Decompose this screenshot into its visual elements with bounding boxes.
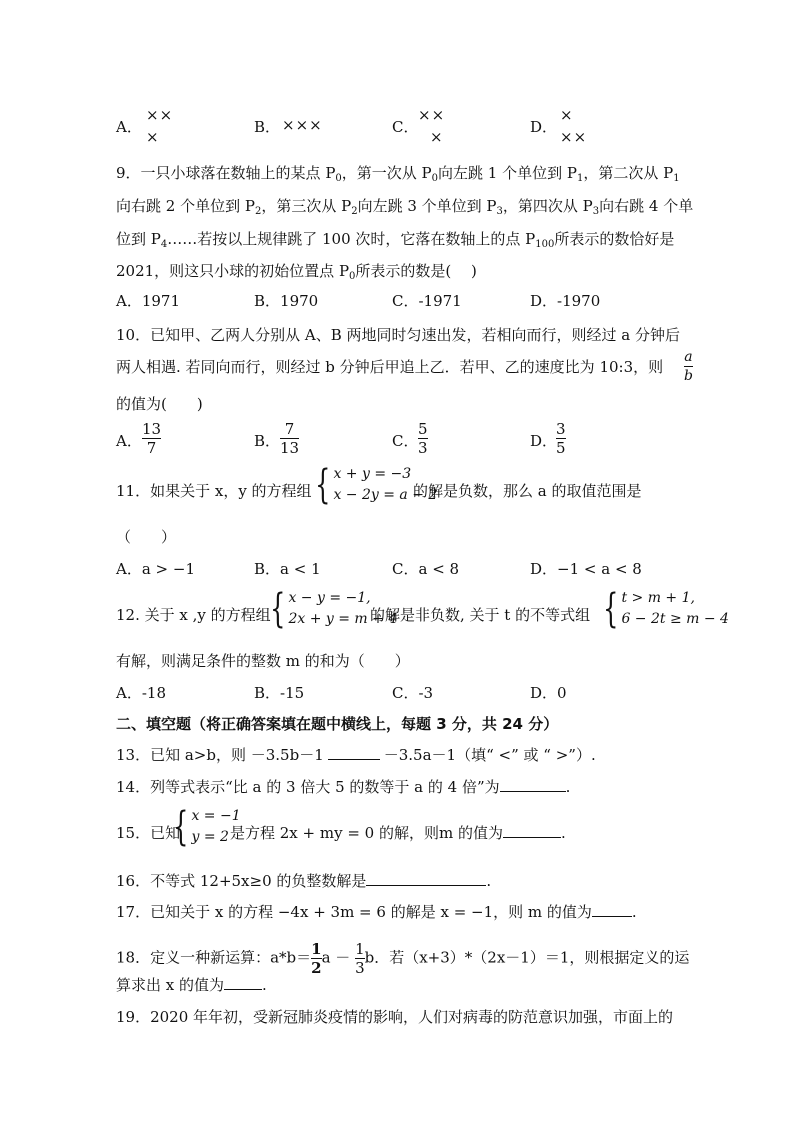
q15-equation-system: { x = −1 y = 2	[173, 804, 241, 850]
q11-option-b: B．a < 1	[254, 560, 321, 578]
q16-answer-blank[interactable]	[366, 870, 486, 886]
q13: 13．已知 a>b，则 －3.5b－1 －3.5a－1（填“ <” 或 “ >”）.	[116, 746, 596, 764]
q16: 16．不等式 12+5x≥0 的负整数解是 .	[116, 872, 492, 890]
q17: 17．已知关于 x 的方程 −4x + 3m = 6 的解是 x = −1，则 m 的值为 .	[116, 903, 637, 921]
q12-option-a: A．-18	[116, 684, 166, 702]
q12-equation-system: { x − y = −1, 2x + y = m + 4	[270, 586, 398, 632]
q10-option-b-frac: $\frac{7}{13}$	[280, 420, 300, 457]
q10-line-1: 10．已知甲、乙两人分别从 A、B 两地同时匀速出发，若相向而行，则经过 a 分钟后	[116, 326, 680, 344]
q18-frac-2: $\frac{1}{3}$	[355, 940, 365, 977]
q10-option-c-frac: $\frac{5}{3}$	[418, 420, 428, 457]
q9-line-1: 9．一只小球落在数轴上的某点 $P_0$，第一次从 $P_0$向左跳 1 个单位到 $P_1$，第二次从 $P_1$	[116, 164, 680, 184]
q12-option-b: B．-15	[254, 684, 305, 702]
q12-option-c: C．-3	[392, 684, 434, 702]
q12-inequality-system: { t > m + 1, 6 − 2t ≥ m − 4	[603, 586, 729, 632]
q8-option-c-label: C．	[392, 118, 419, 136]
left-brace-icon: {	[315, 462, 331, 508]
q18-line-2: 算求出 x 的值为 .	[116, 976, 267, 994]
q11-pre: 11．如果关于 x，y 的方程组	[116, 482, 312, 500]
q10-line-2: 两人相遇. 若同向而行，则经过 b 分钟后甲追上乙．若甲、乙的速度比为 10:3，则	[116, 358, 664, 376]
q9-option-b: B．1970	[254, 292, 319, 310]
q11-equation-system: { x + y = −3 x − 2y = a − 2	[315, 462, 438, 508]
q10-option-d-label: D．	[530, 432, 558, 450]
left-brace-icon: {	[173, 804, 189, 850]
q8-option-a-top: ××	[146, 106, 174, 124]
q8-option-b-label: B．	[254, 118, 281, 136]
q10-fraction: $\frac{a}{b}$	[684, 349, 693, 384]
q11-option-d: D．−1 < a < 8	[530, 560, 642, 578]
q12-mid: 的解是非负数, 关于 t 的不等式组	[370, 606, 591, 624]
q8-option-d-top: ×	[560, 106, 574, 124]
q10-option-a-label: A．	[116, 432, 142, 450]
q8-option-a-bottom: ×	[146, 128, 160, 146]
q13-answer-blank[interactable]	[328, 744, 380, 760]
q9-option-d: D．-1970	[530, 292, 601, 310]
q10-option-a-frac: $\frac{13}{7}$	[142, 420, 162, 457]
q15-answer-blank[interactable]	[503, 822, 561, 838]
q12-pre: 12. 关于 x ,y 的方程组	[116, 606, 271, 624]
q18-frac-1: $\frac{1}{2}$	[311, 940, 322, 977]
q8-option-c-bottom: ×	[430, 128, 444, 146]
q9-line-2: 向右跳 2 个单位到 $P_2$，第三次从 $P_2$向左跳 3 个单位到 $P_3$，第四次从 $P_3$向右跳 4 个单	[116, 197, 694, 217]
q18-answer-blank[interactable]	[224, 974, 262, 990]
q11-post: 的解是负数，那么 a 的取值范围是	[413, 482, 642, 500]
q10-option-b-label: B．	[254, 432, 281, 450]
q8-option-d-bottom: ××	[560, 128, 588, 146]
left-brace-icon: {	[270, 586, 286, 632]
q9-line-4: 2021，则这只小球的初始位置点 $P_0$所表示的数是( )	[116, 262, 477, 282]
q14-answer-blank[interactable]	[500, 776, 566, 792]
q9-option-a: A．1971	[116, 292, 181, 310]
q8-option-c-top: ××	[418, 106, 446, 124]
q11-paren: （ ）	[116, 528, 177, 546]
q17-answer-blank[interactable]	[592, 901, 632, 917]
q10-line-3: 的值为( )	[116, 395, 203, 413]
q19-line-1: 19．2020 年年初，受新冠肺炎疫情的影响，人们对病毒的防范意识加强，市面上的	[116, 1008, 674, 1026]
q11-option-a: A．a > −1	[116, 560, 195, 578]
q8-option-b-mid: ×××	[282, 116, 323, 134]
q9-line-3: 位到 $P_4\dots\dots$若按以上规律跳了 100 次时，它落在数轴上的点 $P_{100}$所表示的数恰好是	[116, 230, 675, 250]
left-brace-icon: {	[603, 586, 619, 632]
q10-option-c-label: C．	[392, 432, 419, 450]
q10-option-d-frac: $\frac{3}{5}$	[556, 420, 566, 457]
q18-line-1: 18．定义一种新运算：a*b＝ $\frac{1}{2}$ a － $\frac{1}{3}$ b．若（x+3）*（2x－1）＝1，则根据定义的运	[116, 940, 690, 977]
q11-option-c: C．a < 8	[392, 560, 460, 578]
q12-line-2: 有解，则满足条件的整数 m 的和为（ ）	[116, 652, 410, 670]
q8-option-d-label: D．	[530, 118, 558, 136]
q15-post: 是方程 2x + my = 0 的解，则m 的值为 .	[230, 824, 566, 842]
section-2-heading: 二、填空题（将正确答案填在题中横线上，每题 3 分，共 24 分）	[116, 715, 559, 733]
q9-option-c: C．-1971	[392, 292, 462, 310]
q8-option-a-label: A．	[116, 118, 142, 136]
q15-pre: 15．已知	[116, 824, 181, 842]
q14: 14．列等式表示“比 a 的 3 倍大 5 的数等于 a 的 4 倍”为 .	[116, 778, 571, 796]
q12-option-d: D．0	[530, 684, 567, 702]
